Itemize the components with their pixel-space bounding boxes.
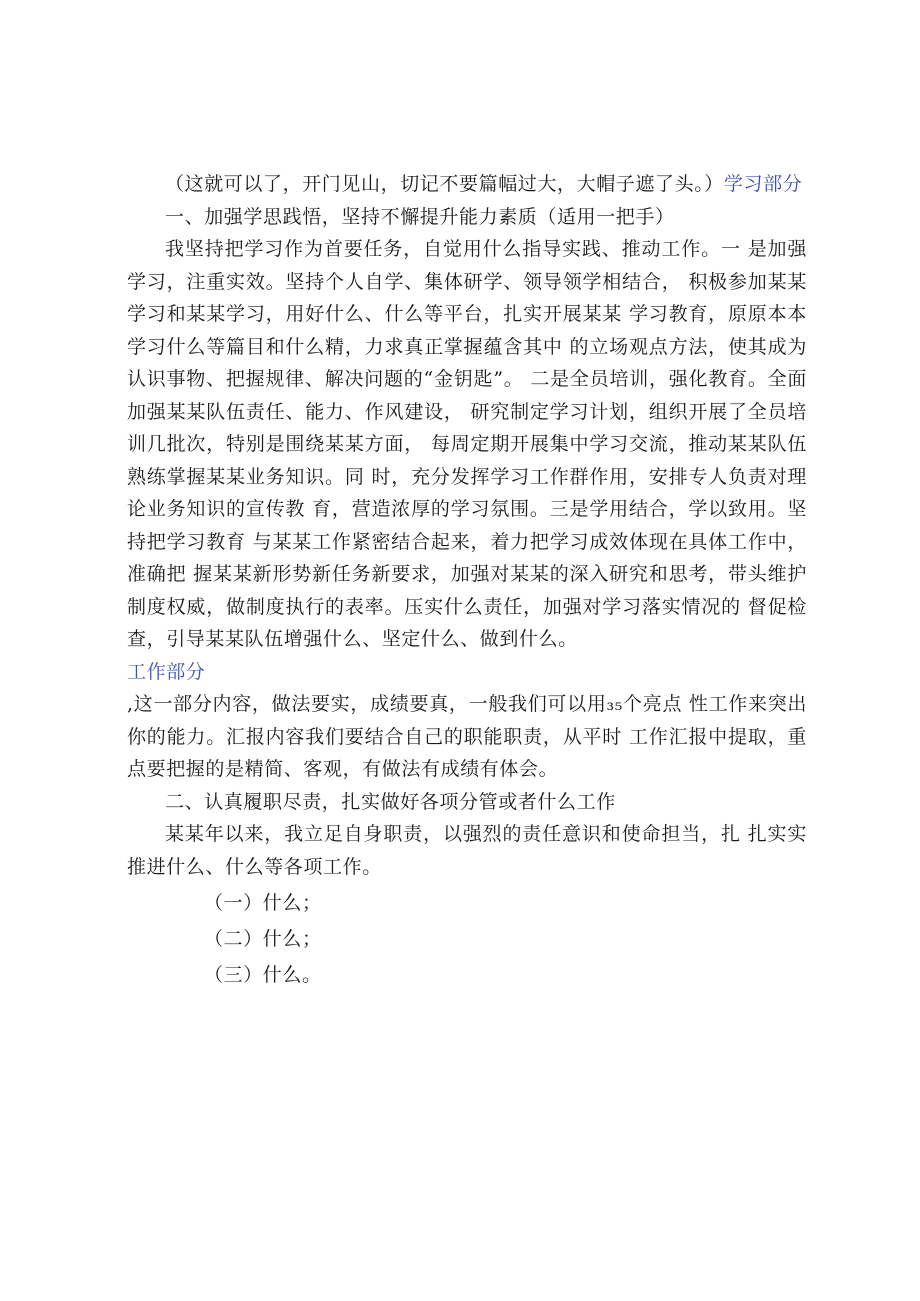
section1-body: 我坚持把学习作为首要任务，自觉用什么指导实践、推动工作。一 是加强学习，注重实效。坚持个人自学、集体研学、领导领学相结合， 积极参加某某学习和某某学习，用好什么、什么等平台，扎实开展某某 学习教育，原原本本学习什么等篇目和什么精，力求真正掌握蕴含其中 的立场观点方法，使其成为认识事物、把握规律、解决问题的“金钥匙”。 二是全员培训，强化教育。全面加强某某队伍责任、能力、作风建设， 研究制定学习计划，组织开展了全员培训几批次，特别是围绕某某方面， 每周定期开展集中学习交流，推动某某队伍熟练掌握某某业务知识。同 时，充分发挥学习工作群作用，安排专人负责对理论业务知识的宣传教 育，营造浓厚的学习氛围。三是学用结合，学以致用。坚持把学习教育 与某某工作紧密结合起来，着力把学习成效体现在具体工作中，准确把 握某某新形势新任务新要求，加强对某某的深入研究和思考，带头维护 制度权威，做制度执行的表率。压实什么责任，加强对学习落实情况的 督促检查，引导某某队伍增强什么、坚定什么、做到什么。 [127, 238, 807, 650]
work-section-label: 工作部分 [127, 660, 206, 683]
section1-heading: 一、加强学思践悟，坚持不懈提升能力素质（适用一把手） [165, 205, 675, 228]
study-section-label: 学习部分 [723, 173, 803, 195]
intro-note: （这就可以了，开门见山，切记不要篇幅过大，大帽子遮了头。） [165, 173, 724, 195]
section2-heading: 二、认真履职尽责，扎实做好各项分管或者什么工作 [165, 790, 616, 813]
document-body [127, 168, 807, 993]
list-item: （二）什么； [204, 928, 322, 950]
intro-paragraph [127, 168, 807, 201]
work-intro: ,这一部分内容，做法要实，成绩要真，一般我们可以用₃₅个亮点 性工作来突出你的能力。汇报内容我们要结合自己的职能职责，从平时 工作汇报中提取，重点要把握的是精简、客观，有做法有成绩有体会。 [127, 693, 807, 780]
section2-body: 某某年以来，我立足自身职责，以强烈的责任意识和使命担当，扎 扎实实推进什么、什么等各项工作。 [127, 823, 807, 878]
list-item: （三）什么。 [204, 964, 322, 986]
list-item: （一）什么； [204, 892, 322, 914]
